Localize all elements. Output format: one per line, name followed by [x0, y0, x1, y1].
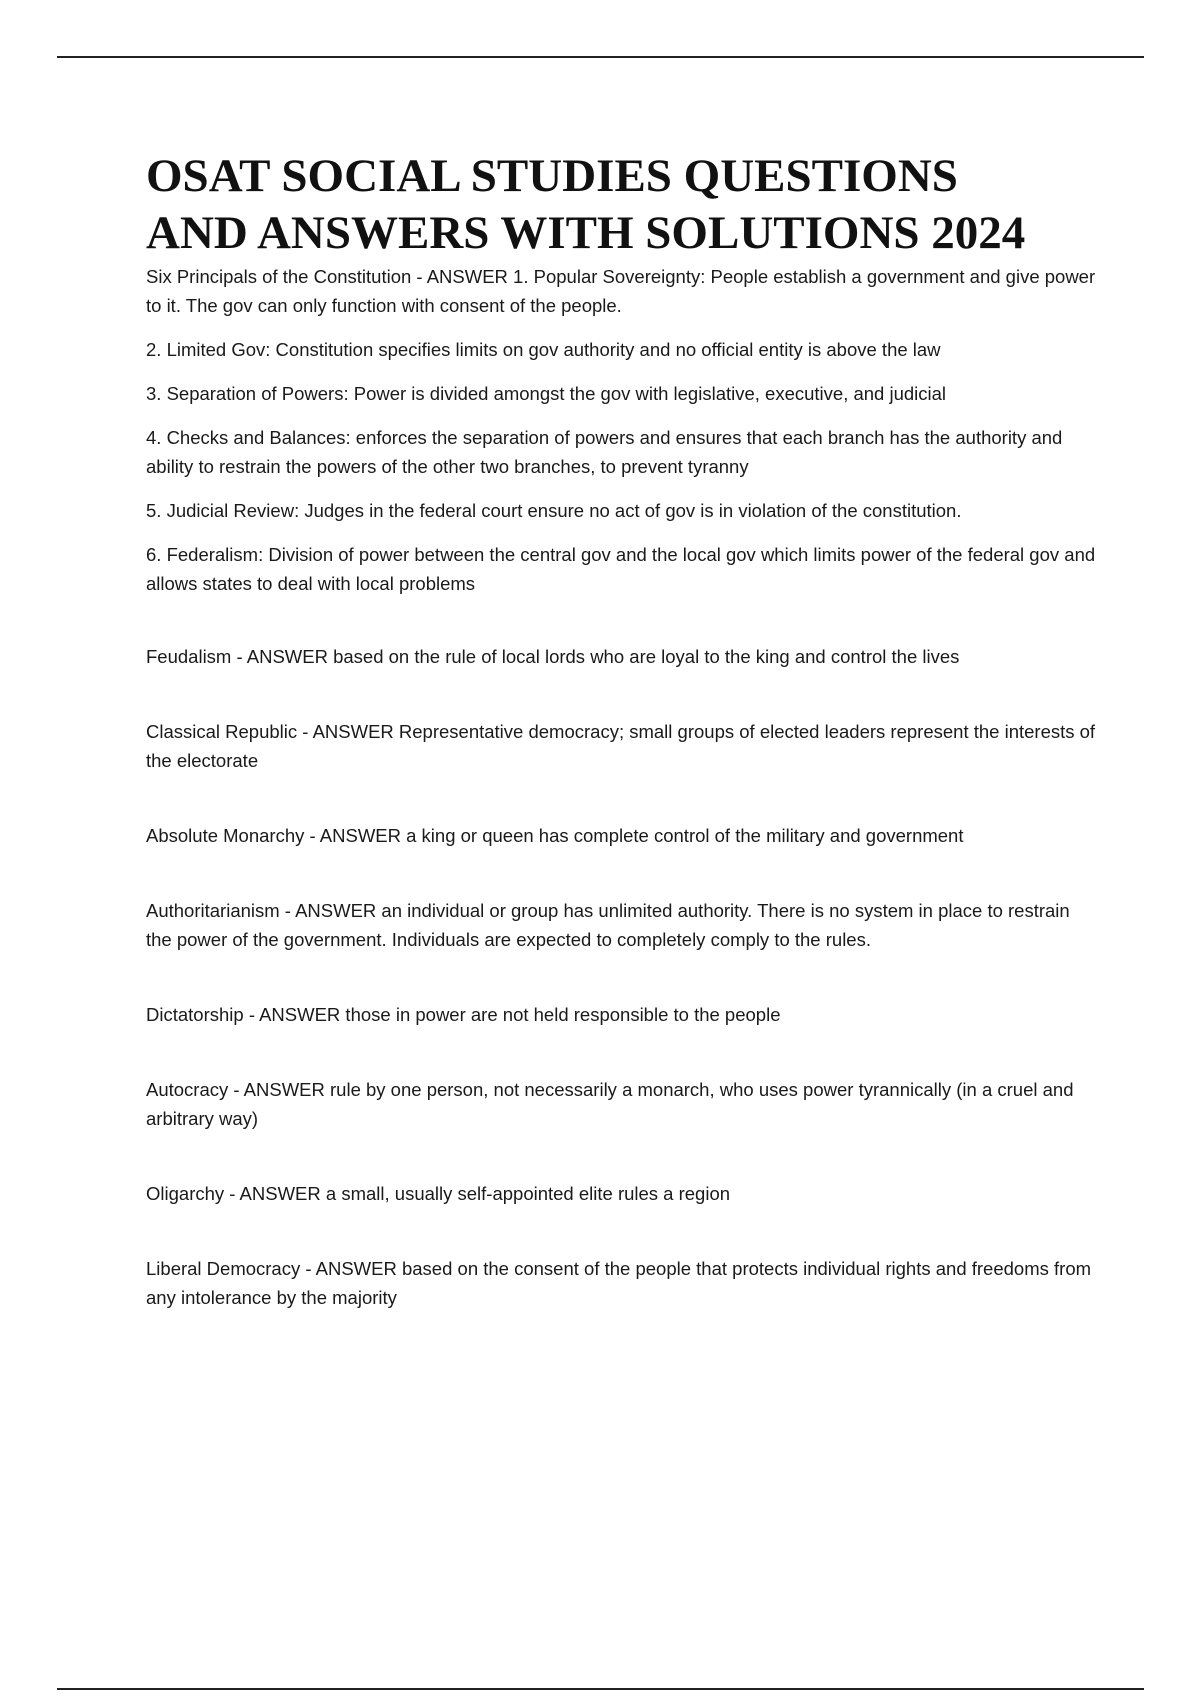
title-line-1: OSAT SOCIAL STUDIES QUESTIONS: [146, 150, 958, 202]
term-entry: [146, 1075, 1096, 1133]
term-text: Autocracy - ANSWER rule by one person, not necessarily a monarch, who uses power tyrannically (in a cruel and arbitrary way): [146, 1079, 1074, 1129]
term-entry: [146, 896, 1096, 954]
term-entry: [146, 1254, 1096, 1312]
principle-paragraph: 2. Limited Gov: Constitution specifies limits on gov authority and no official entity is above the law: [146, 339, 941, 360]
top-divider: [57, 56, 1144, 58]
title-line-2: AND ANSWERS WITH SOLUTIONS 2024: [146, 207, 1026, 259]
terms-section: [146, 642, 1096, 1312]
term-entry: [146, 717, 1096, 775]
term-text: Feudalism - ANSWER based on the rule of local lords who are loyal to the king and control the lives: [146, 646, 960, 667]
term-text: Classical Republic - ANSWER Representative democracy; small groups of elected leaders represent the interests of the electorate: [146, 721, 1096, 771]
principles-section: [146, 262, 1096, 598]
principle-paragraph: 6. Federalism: Division of power between the central gov and the local gov which limits power of the federal gov and allows states to deal with local problems: [146, 544, 1096, 594]
term-entry: [146, 642, 1096, 671]
term-entry: [146, 1179, 1096, 1208]
term-text: Liberal Democracy - ANSWER based on the consent of the people that protects individual rights and freedoms from any intolerance by the majority: [146, 1258, 1092, 1308]
document-title: [146, 148, 1096, 262]
term-text: Absolute Monarchy - ANSWER a king or queen has complete control of the military and government: [146, 825, 964, 846]
bottom-divider: [57, 1688, 1144, 1690]
term-text: Oligarchy - ANSWER a small, usually self-appointed elite rules a region: [146, 1183, 731, 1204]
principle-paragraph: 4. Checks and Balances: enforces the separation of powers and ensures that each branch has the authority and ability to restrain the powers of the other two branches, to prevent tyranny: [146, 427, 1063, 477]
principle-paragraph: Six Principals of the Constitution - ANSWER 1. Popular Sovereignty: People establish a government and give power to it. The gov can only function with consent of the people.: [146, 266, 1096, 316]
document-body: [146, 148, 1096, 1312]
term-entry: [146, 821, 1096, 850]
term-text: Authoritarianism - ANSWER an individual or group has unlimited authority. There is no system in place to restrain the power of the government. Individuals are expected to completely comply to the rules.: [146, 900, 1070, 950]
principle-paragraph: 3. Separation of Powers: Power is divided amongst the gov with legislative, executive, and judicial: [146, 383, 947, 404]
term-entry: [146, 1000, 1096, 1029]
principle-paragraph: 5. Judicial Review: Judges in the federal court ensure no act of gov is in violation of the constitution.: [146, 500, 962, 521]
term-text: Dictatorship - ANSWER those in power are not held responsible to the people: [146, 1004, 781, 1025]
